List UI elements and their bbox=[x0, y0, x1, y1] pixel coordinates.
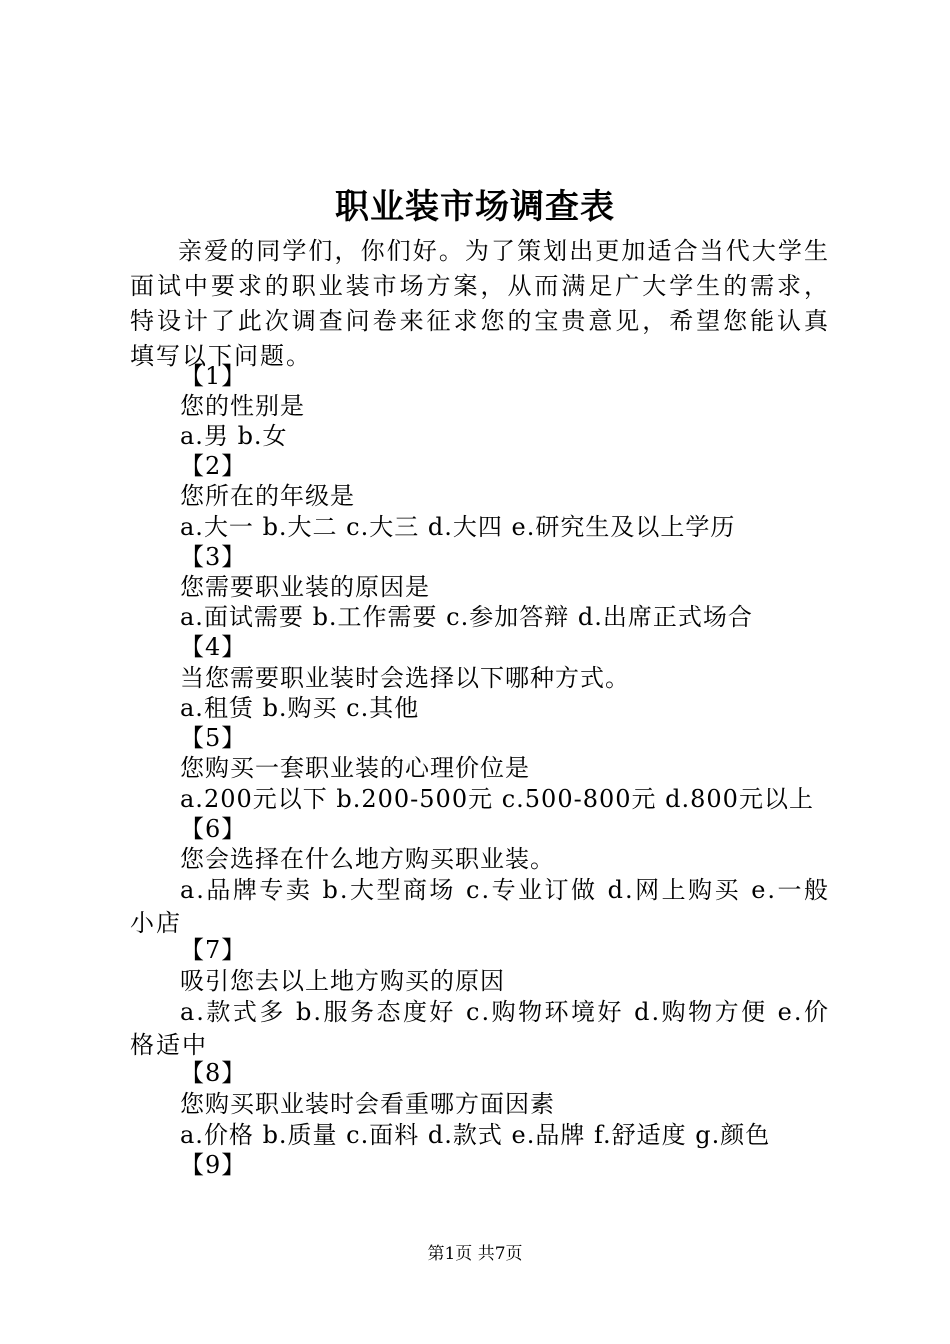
question-options: a.款式多 b.服务态度好 c.购物环境好 d.购物方便 e.价格适中 bbox=[130, 998, 830, 1059]
question-options: a.租赁 b.购买 c.其他 bbox=[180, 694, 420, 722]
intro-paragraph: 亲爱的同学们，你们好。为了策划出更加适合当代大学生面试中要求的职业装市场方案，从而满足广大学生的需求，特设计了此次调查问卷来征求您的宝贵意见，希望您能认真填写以下问题。 bbox=[130, 237, 830, 370]
question-number: 【3】 bbox=[180, 543, 247, 571]
question-number: 【4】 bbox=[180, 633, 247, 661]
question-options: a.200元以下 b.200-500元 c.500-800元 d.800元以上 bbox=[180, 785, 814, 813]
question-text: 您购买职业装时会看重哪方面因素 bbox=[180, 1090, 555, 1118]
question-number: 【8】 bbox=[180, 1059, 247, 1087]
question-options: a.品牌专卖 b.大型商场 c.专业订做 d.网上购买 e.一般小店 bbox=[130, 876, 830, 937]
page-footer: 第1页 共7页 bbox=[427, 1244, 523, 1264]
question-number: 【6】 bbox=[180, 815, 247, 843]
question-options: a.大一 b.大二 c.大三 d.大四 e.研究生及以上学历 bbox=[180, 513, 736, 541]
question-text: 您的性别是 bbox=[180, 392, 305, 420]
question-text: 当您需要职业装时会选择以下哪种方式。 bbox=[180, 664, 630, 692]
question-number: 【5】 bbox=[180, 724, 247, 752]
question-number: 【2】 bbox=[180, 452, 247, 480]
question-options: a.价格 b.质量 c.面料 d.款式 e.品牌 f.舒适度 g.颜色 bbox=[180, 1121, 771, 1149]
question-text: 您需要职业装的原因是 bbox=[180, 573, 430, 601]
question-text: 您所在的年级是 bbox=[180, 482, 355, 510]
question-options: a.男 b.女 bbox=[180, 422, 288, 450]
question-number: 【9】 bbox=[180, 1151, 247, 1179]
question-number: 【1】 bbox=[180, 362, 247, 390]
question-text: 吸引您去以上地方购买的原因 bbox=[180, 967, 505, 995]
question-text: 您购买一套职业装的心理价位是 bbox=[180, 754, 530, 782]
question-number: 【7】 bbox=[180, 936, 247, 964]
question-options: a.面试需要 b.工作需要 c.参加答辩 d.出席正式场合 bbox=[180, 603, 753, 631]
page-title: 职业装市场调查表 bbox=[335, 187, 615, 227]
question-text: 您会选择在什么地方购买职业装。 bbox=[180, 845, 555, 873]
